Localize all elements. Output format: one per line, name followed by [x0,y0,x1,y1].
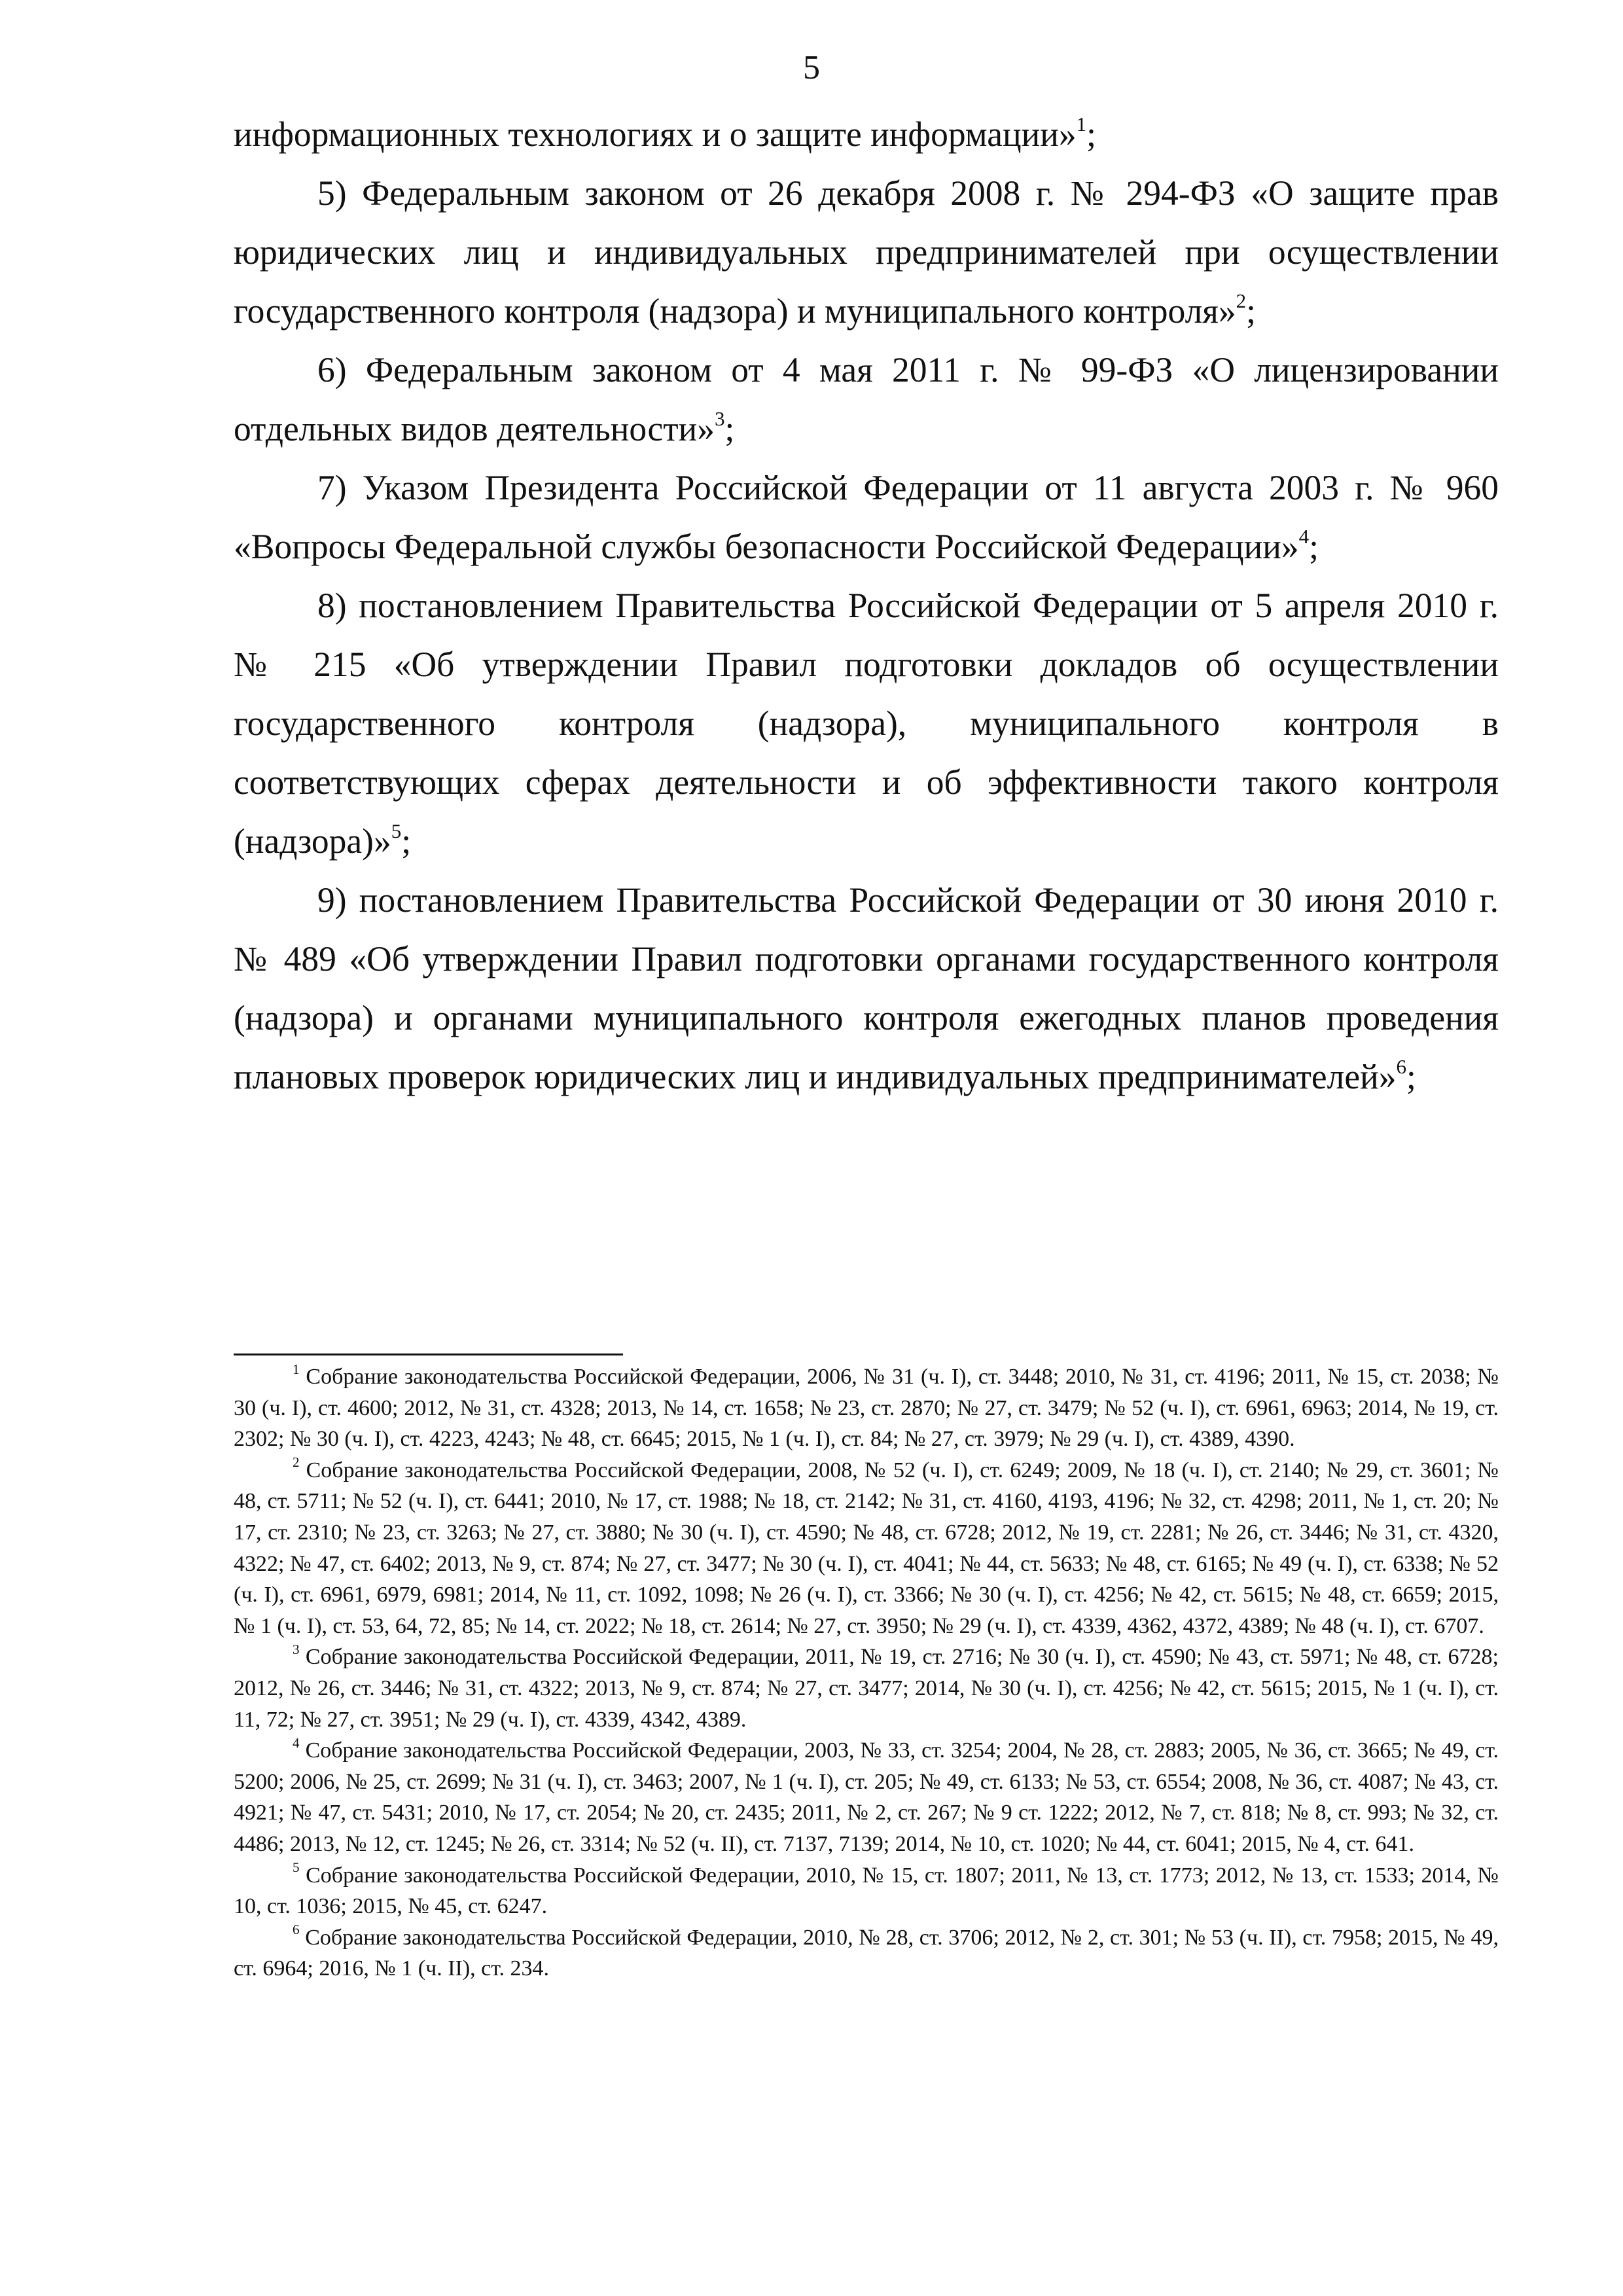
footnote-ref[interactable]: 3 [715,406,725,430]
paragraph-tail: ; [724,409,735,448]
footnote-text: Собрание законодательства Российской Федерации, 2006, № 31 (ч. I), ст. 3448; 2010, № 31, ст. 4196; 2011, № 15, ст. 2038; № 30 (ч. I), ст. 4600; 2012, № 31, ст. 4328; 2013, № 14, ст. 1658; № 23, ст. 2870; № 27, ст. 3479; № 52 (ч. I), ст. 6961, 6963; 2014, № 19, ст. 2302; № 30 (ч. I), ст. 4223, 4243; № 48, ст. 6645; 2015, № 1 (ч. I), ст. 84; № 27, ст. 3979; № 29 (ч. I), ст. 4389, 4390. [234,1365,1499,1452]
paragraph-text: 8) постановлением Правительства Российской Федерации от 5 апреля 2010 г. № 215 «Об утверждении Правил подготовки докладов об осуществлении государственного контроля (надзора), муниципального контроля в соответствующих сферах деятельности и об эффективности такого контроля (надзора)» [234,586,1499,861]
footnote-text: Собрание законодательства Российской Федерации, 2010, № 28, ст. 3706; 2012, № 2, ст. 301; № 53 (ч. II), ст. 7958; 2015, № 49, ст. 6964; 2016, № 1 (ч. II), ст. 234. [234,1925,1499,1981]
footnote-text: Собрание законодательства Российской Федерации, 2008, № 52 (ч. I), ст. 6249; 2009, № 18 (ч. I), ст. 2140; № 29, ст. 3601; № 48, ст. 5711; № 52 (ч. I), ст. 6441; 2010, № 17, ст. 1988; № 18, ст. 2142; № 31, ст. 4160, 4193, 4196; № 32, ст. 4298; 2011, № 1, ст. 20; № 17, ст. 2310; № 23, ст. 3263; № 27, ст. 3880; № 30 (ч. I), ст. 4590; № 48, ст. 6728; 2012, № 19, ст. 2281; № 26, ст. 3446; № 31, ст. 4320, 4322; № 47, ст. 6402; 2013, № 9, ст. 874; № 27, ст. 3477; № 30 (ч. I), ст. 4041; № 44, ст. 5633; № 48, ст. 6165; № 49 (ч. I), ст. 6338; № 52 (ч. I), ст. 6961, 6979, 6981; 2014, № 11, ст. 1092, 1098; № 26 (ч. I), ст. 3366; № 30 (ч. I), ст. 4256; № 42, ст. 5615; № 48, ст. 6659; 2015, № 1 (ч. I), ст. 53, 64, 72, 85; № 14, ст. 2022; № 18, ст. 2614; № 27, ст. 3950; № 29 (ч. I), ст. 4339, 4362, 4372, 4389; № 48 (ч. I), ст. 6707. [234,1458,1499,1638]
footnote-mark: 6 [293,1922,300,1938]
page-number: 5 [803,49,820,86]
footnote-ref[interactable]: 6 [1396,1054,1407,1078]
paragraph-text: 9) постановлением Правительства Российской Федерации от 30 июня 2010 г. № 489 «Об утверждении Правил подготовки органами государственного контроля (надзора) и органами муниципального контроля ежегодных планов проведения плановых проверок юридических лиц и индивидуальных предпринимателей» [234,880,1499,1096]
paragraph-tail: ; [1406,1057,1416,1096]
footnote-mark: 4 [293,1734,300,1751]
footnote-ref[interactable]: 1 [1076,112,1087,135]
document-body [234,105,1499,1106]
footnotes [234,1361,1499,1984]
paragraph-tail: ; [1246,291,1257,331]
footnote-mark: 2 [293,1454,300,1471]
footnote-ref[interactable]: 5 [391,819,402,842]
list-item-8 [234,576,1499,870]
footnote-4 [234,1735,1499,1859]
paragraph-tail: ; [401,821,412,861]
footnote-text: Собрание законодательства Российской Федерации, 2010, № 15, ст. 1807; 2011, № 13, ст. 1773; 2012, № 13, ст. 1533; 2014, № 10, ст. 1036; 2015, № 45, ст. 6247. [234,1863,1499,1919]
footnote-5 [234,1860,1499,1922]
list-item-6 [234,340,1499,458]
footnote-text: Собрание законодательства Российской Федерации, 2011, № 19, ст. 2716; № 30 (ч. I), ст. 4590; № 43, ст. 5971; № 48, ст. 6728; 2012, № 26, ст. 3446; № 31, ст. 4322; 2013, № 9, ст. 874; № 27, ст. 3477; 2014, № 30 (ч. I), ст. 4256; № 42, ст. 5615; 2015, № 1 (ч. I), ст. 11, 72; № 27, ст. 3951; № 29 (ч. I), ст. 4339, 4342, 4389. [234,1645,1499,1732]
footnote-mark: 3 [293,1641,300,1657]
footnote-3 [234,1641,1499,1735]
paragraph-text: 5) Федеральным законом от 26 декабря 2008 г. № 294-ФЗ «О защите прав юридических лиц и индивидуальных предпринимателей при осуществлении государственного контроля (надзора) и муниципального контроля» [234,173,1499,331]
footnote-1 [234,1361,1499,1455]
paragraph-tail: ; [1309,527,1319,566]
list-item-5 [234,164,1499,340]
footnote-ref[interactable]: 2 [1236,289,1247,312]
paragraph-text: 7) Указом Президента Российской Федерации от 11 августа 2003 г. № 960 «Вопросы Федеральной службы безопасности Российской Федерации» [234,468,1499,566]
footnote-ref[interactable]: 4 [1298,524,1310,548]
footnote-mark: 5 [293,1859,300,1876]
paragraph-continuation [234,105,1499,164]
footnote-2 [234,1455,1499,1642]
list-item-9 [234,870,1499,1106]
footnote-separator [234,1354,623,1355]
footnote-6 [234,1922,1499,1984]
list-item-7 [234,458,1499,576]
paragraph-text: информационных технологиях и о защите информации» [234,115,1077,154]
paragraph-tail: ; [1086,115,1097,154]
paragraph-text: 6) Федеральным законом от 4 мая 2011 г. № 99-ФЗ «О лицензировании отдельных видов деятельности» [234,350,1499,448]
footnote-text: Собрание законодательства Российской Федерации, 2003, № 33, ст. 3254; 2004, № 28, ст. 2883; 2005, № 36, ст. 3665; № 49, ст. 5200; 2006, № 25, ст. 2699; № 31 (ч. I), ст. 3463; 2007, № 1 (ч. I), ст. 205; № 49, ст. 6133; № 53, ст. 6554; 2008, № 36, ст. 4087; № 43, ст. 4921; № 47, ст. 5431; 2010, № 17, ст. 2054; № 20, ст. 2435; 2011, № 2, ст. 267; № 9 ст. 1222; 2012, № 7, ст. 818; № 8, ст. 993; № 32, ст. 4486; 2013, № 12, ст. 1245; № 26, ст. 3314; № 52 (ч. II), ст. 7137, 7139; 2014, № 10, ст. 1020; № 44, ст. 6041; 2015, № 4, ст. 641. [234,1738,1499,1856]
footnote-mark: 1 [293,1361,300,1377]
